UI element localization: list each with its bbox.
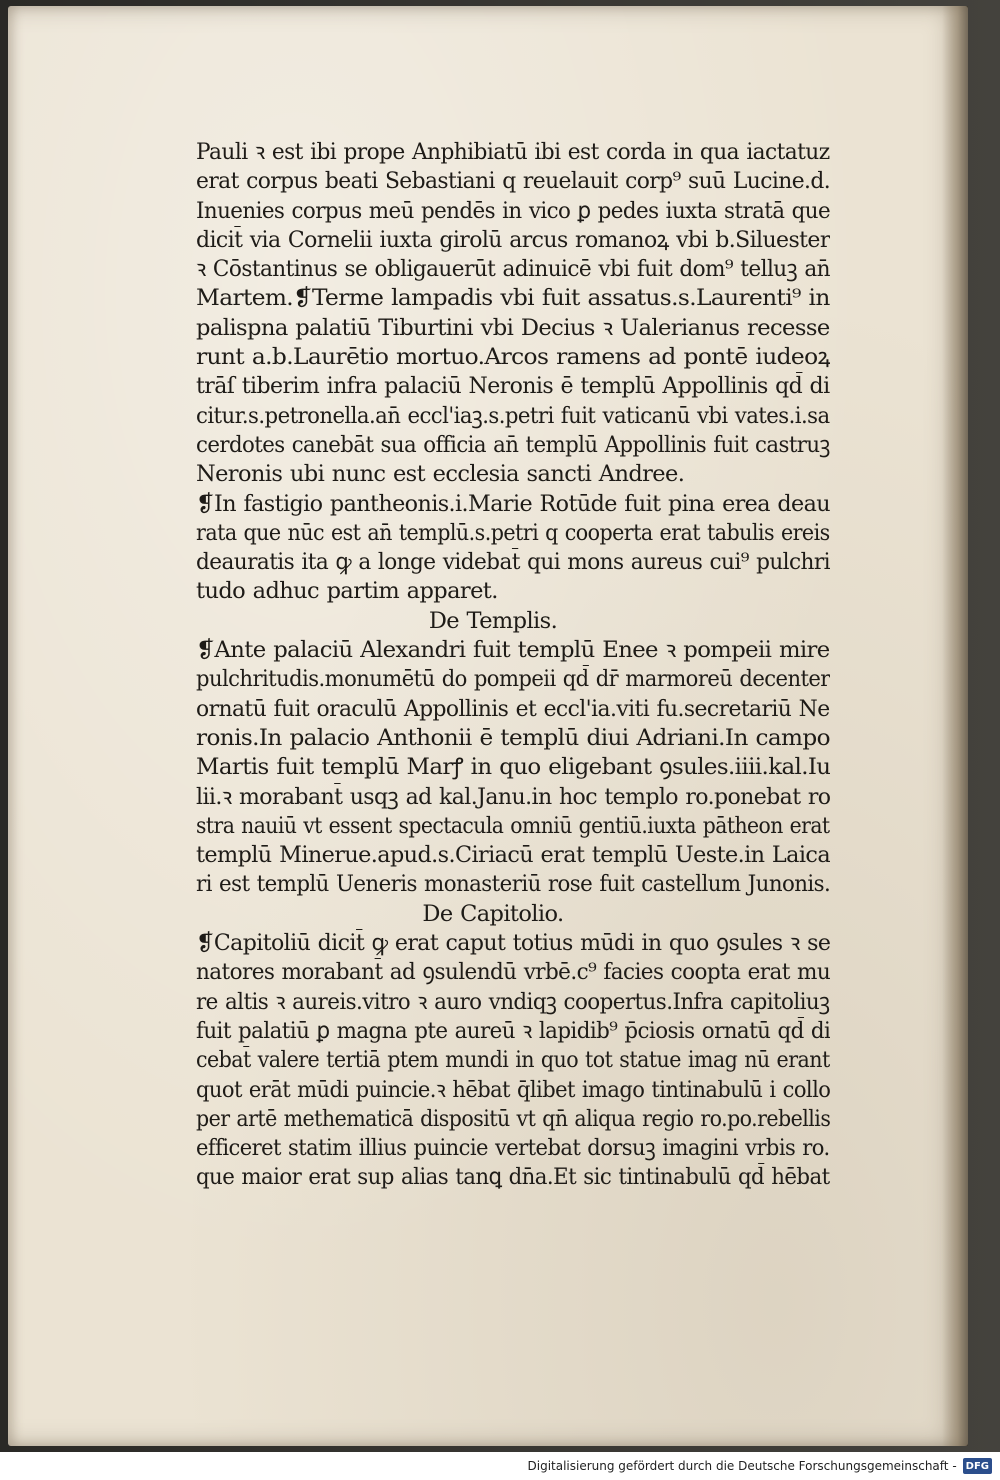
text-line: ornatū fuit oraculū Appollinis et eccl'ia.viti fu.secretariū Ne: [196, 695, 830, 722]
text-line: deauratis ita ꝙ a longe videbat̄ qui mons aureus cui⁹ pulchri: [196, 549, 830, 576]
text-line: palispna palatiū Tiburtini vbi Decius ꝛ Ualerianus recesse: [196, 314, 830, 341]
text-line: pulchritudis.monumētū do pompeii qd̄ dr̄ marmoreū decenter: [196, 666, 830, 693]
text-line: Pauli ꝛ est ibi prope Anphibiatū ibi est corda in qua iactatuz: [196, 139, 830, 165]
text-line: Inuenies corpus meū pendēs in vico ꝑ pedes iuxta stratā que: [196, 197, 830, 224]
text-line: que maior erat sup alias tanꝗ dn̄a.Et sic tintinabulū qd̄ hēbat: [196, 1164, 830, 1191]
page-text: [196, 138, 830, 1193]
text-line: stra nauiū vt essent spectacula omniū gentiū.iuxta pātheon erat: [196, 812, 830, 839]
text-line: Martis fuit templū Marꝭ in quo eligebant ꝯsules.iiii.kal.Iu: [196, 754, 830, 781]
text-line: dicit̄ via Cornelii iuxta girolū arcus romanoꝝ vbi b.Siluester: [196, 226, 830, 253]
text-line: ❡Ante palaciū Alexandri fuit templū Enee ꝛ pompeii mire: [196, 637, 830, 664]
text-line: cebat̄ valere tertiā ptem mundi in quo tot statue imag nū erant: [196, 1047, 830, 1074]
text-line: ronis.In palacio Anthonii ē templū diui Adriani.In campo: [196, 724, 830, 751]
footer-credit: Digitalisierung gefördert durch die Deutsche Forschungsgemeinschaft -: [527, 1459, 957, 1473]
text-line: cerdotes canebāt sua officia an̄ templū Appollinis fuit castruꝫ: [196, 431, 830, 458]
text-line: fuit palatiū ꝑ magna pte aureū ꝛ lapidib⁹ p̄ciosis ornatū qd̄ di: [196, 1017, 830, 1044]
text-line: quot erāt mūdi puincie.ꝛ hēbat q̄libet imago tintinabulū i collo: [196, 1076, 830, 1103]
text-line: efficeret statim illius puincie vertebat dorsuꝫ imagini vrbis ro.: [196, 1135, 830, 1162]
text-line: trāſ tiberim infra palaciū Neronis ē templū Appollinis qd̄ di: [196, 373, 830, 400]
footer-bar: [0, 1452, 1000, 1480]
text-line: runt a.b.Laurētio mortuo.Arcos ramens ad pontē iudeoꝝ: [196, 344, 830, 371]
text-line: citur.s.petronella.an̄ eccl'iaꝫ.s.petri fuit vaticanū vbi vates.i.sa: [196, 402, 830, 429]
text-line: rata que nūc est an̄ templū.s.petri q cooperta erat tabulis ereis: [196, 519, 830, 546]
text-line: natores morabant̄ ad ꝯsulendū vrbē.c⁹ facies coopta erat mu: [196, 959, 830, 986]
text-line: ❡In fastigio pantheonis.i.Marie Rotūde fuit pina erea deau: [196, 490, 830, 517]
text-line: erat corpus beati Sebastiani q reuelauit corp⁹ suū Lucine.d.: [196, 168, 830, 195]
text-line: Martem.❡Terme lampadis vbi fuit assatus.s.Laurenti⁹ in: [196, 285, 830, 312]
section-heading: De Templis.: [428, 607, 558, 634]
text-line: tudo adhuc partim apparet.: [196, 578, 498, 605]
text-line: ri est templū Ueneris monasteriū rose fuit castellum Junonis.: [196, 871, 830, 898]
text-line: ❡Capitoliū dicit̄ ꝙ erat caput totius mūdi in quo ꝯsules ꝛ se: [196, 930, 830, 957]
page-edge-shadow: [942, 6, 968, 1446]
text-line: ꝛ Cōstantinus se obligauerūt adinuicē vbi fuit dom⁹ telluꝫ an̄: [196, 256, 830, 283]
text-line: Neronis ubi nunc est ecclesia sancti Andree.: [196, 461, 685, 488]
text-line: per artē methematicā dispositū vt qn̄ aliqua regio ro.po.rebellis: [196, 1105, 830, 1132]
section-heading: De Capitolio.: [422, 900, 564, 927]
dfg-logo[interactable]: DFG: [963, 1458, 992, 1474]
text-line: templū Minerue.apud.s.Ciriacū erat templū Ueste.in Laica: [196, 842, 830, 869]
text-line: re altis ꝛ aureis.vitro ꝛ auro vndiqꝫ coopertus.Infra capitoliuꝫ: [196, 988, 830, 1015]
text-line: lii.ꝛ morabant̄ usqꝫ ad kal.Janu.in hoc templo ro.ponebat ro: [196, 783, 830, 810]
